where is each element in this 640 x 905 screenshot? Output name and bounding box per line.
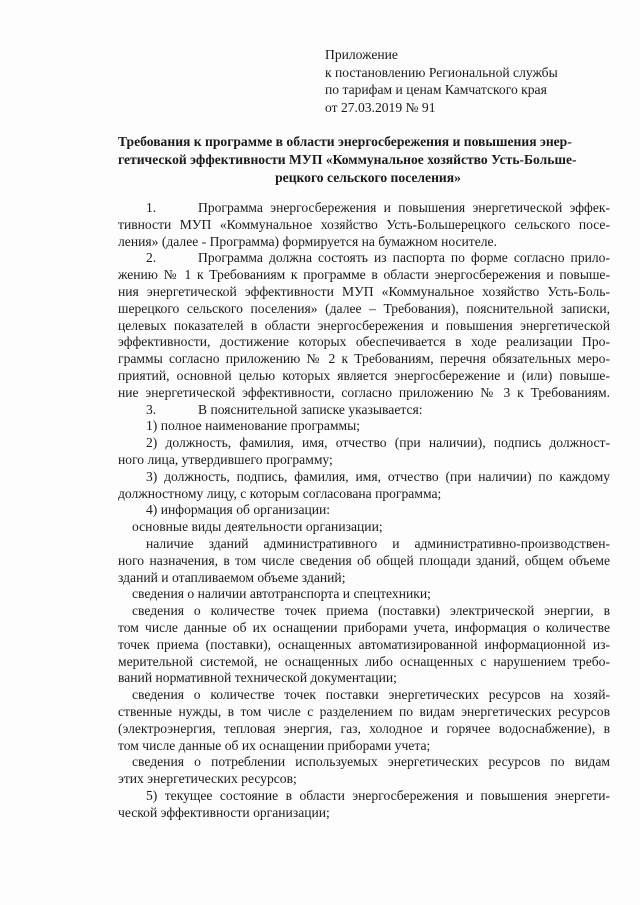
paragraph-2-line: 2. Программа должна состоять из паспорта по форме согласно прило- (146, 250, 610, 266)
list-item-line: зданий и отапливаемом объеме зданий; (118, 569, 346, 585)
list-item: 3) должность, подпись, фамилия, имя, отчество (при наличии) по каждому (146, 468, 610, 484)
appendix-line: от 27.03.2019 № 91 (325, 99, 436, 115)
paragraph-number: 2. (146, 250, 157, 266)
paragraph-2-line: эффективности, достижение которых обеспечивается в ходе реализации Про- (118, 334, 610, 350)
paragraph-2-line: целевых показателей в области энергосбережения и повышения энергетической (118, 317, 610, 333)
paragraph-1-line: 1. Программа энергосбережения и повышения энергетической эффек- (146, 200, 610, 215)
appendix-header (325, 46, 558, 116)
list-item: 4) информация об организации: (146, 502, 331, 518)
paragraph-number: 3. (146, 401, 157, 417)
paragraph-number: 1. (146, 200, 157, 215)
list-item-line: том числе данные об их оснащении приборами учета, информация о количестве (118, 619, 610, 635)
title-line: гетической эффективности МУП «Коммунальное хозяйство Усть-Больше- (118, 152, 577, 167)
appendix-line: к постановлению Региональной службы (325, 64, 558, 80)
paragraph-1-line: тивности МУП «Коммунальное хозяйство Усть-Большерецкого сельского посе- (118, 216, 610, 232)
paragraph-2-line: граммы согласно приложению № 2 к Требованиям, перечня обязательных меро- (118, 351, 610, 367)
paragraph-1-line: ления» (далее - Программа) формируется на бумажном носителе. (118, 233, 497, 249)
list-item-line: том числе данные об их оснащении приборами учета; (118, 737, 431, 753)
appendix-line: Приложение (325, 47, 398, 62)
list-item-line: ваний нормативной технической документации; (118, 670, 397, 686)
list-item: сведения о количестве точек приема (поставки) электрической энергии, в (132, 603, 610, 619)
document-body (118, 200, 610, 821)
list-item-line: ственные нужды, в том числе с разделением по видам энергетических ресурсов (118, 703, 610, 719)
document-title (118, 133, 618, 187)
list-item: наличие зданий административного и административно-производствен- (146, 535, 610, 551)
title-line: рецкого сельского поселения» (275, 170, 461, 185)
list-item: основные виды деятельности организации; (132, 519, 383, 535)
list-item-line: должностному лицу, с которым согласована программа; (118, 485, 442, 501)
list-item: 5) текущее состояние в области энергосбережения и повышения энергети- (146, 787, 610, 803)
list-item: сведения о количестве точек поставки энергетических ресурсов на хозяй- (132, 687, 610, 703)
list-item: сведения о потреблении используемых энергетических ресурсов по видам (132, 754, 610, 770)
list-item-line: мерительной системой, не оснащенных либо оснащенных с нарушением требо- (118, 653, 610, 669)
list-item: 2) должность, фамилия, имя, отчество (при наличии), подпись должност- (146, 435, 610, 451)
paragraph-2-line: ния энергетической эффективности МУП «Коммунальное хозяйство Усть-Боль- (118, 283, 610, 299)
list-item-line: (электроэнергия, тепловая энергия, газ, холодное и горячее водоснабжение), в (118, 720, 610, 736)
paragraph-2-line: жению № 1 к Требованиям к программе в области энергосбережения и повыше- (118, 267, 610, 283)
list-item-line: точек приема (поставки), оснащенных автоматизированной информационной из- (118, 636, 610, 652)
paragraph-2-line: приятий, основной целью которых является энергосбережение и (или) повыше- (118, 367, 610, 383)
paragraph-2-line: ние энергетической эффективности, согласно приложению № 3 к Требованиям. (118, 384, 610, 400)
list-item: сведения о наличии автотранспорта и спецтехники; (132, 586, 431, 602)
appendix-line: по тарифам и ценам Камчатского края (325, 82, 547, 97)
list-item-line: ного лица, утвердившего программу; (118, 451, 333, 467)
paragraph-3-line: 3. В пояснительной записке указывается: (146, 401, 423, 417)
list-item-line: ного назначения, в том числе сведения об общей площади зданий, общем объеме (118, 552, 610, 568)
title-line: Требования к программе в области энергосбережения и повышения энер- (118, 134, 572, 149)
list-item-line: ческой эффективности организации; (118, 804, 330, 820)
list-item-line: этих энергетических ресурсов; (118, 771, 297, 787)
list-item: 1) полное наименование программы; (146, 418, 361, 434)
paragraph-2-line: шерецкого сельского поселения» (далее – Требования), пояснительной записки, (118, 300, 610, 316)
